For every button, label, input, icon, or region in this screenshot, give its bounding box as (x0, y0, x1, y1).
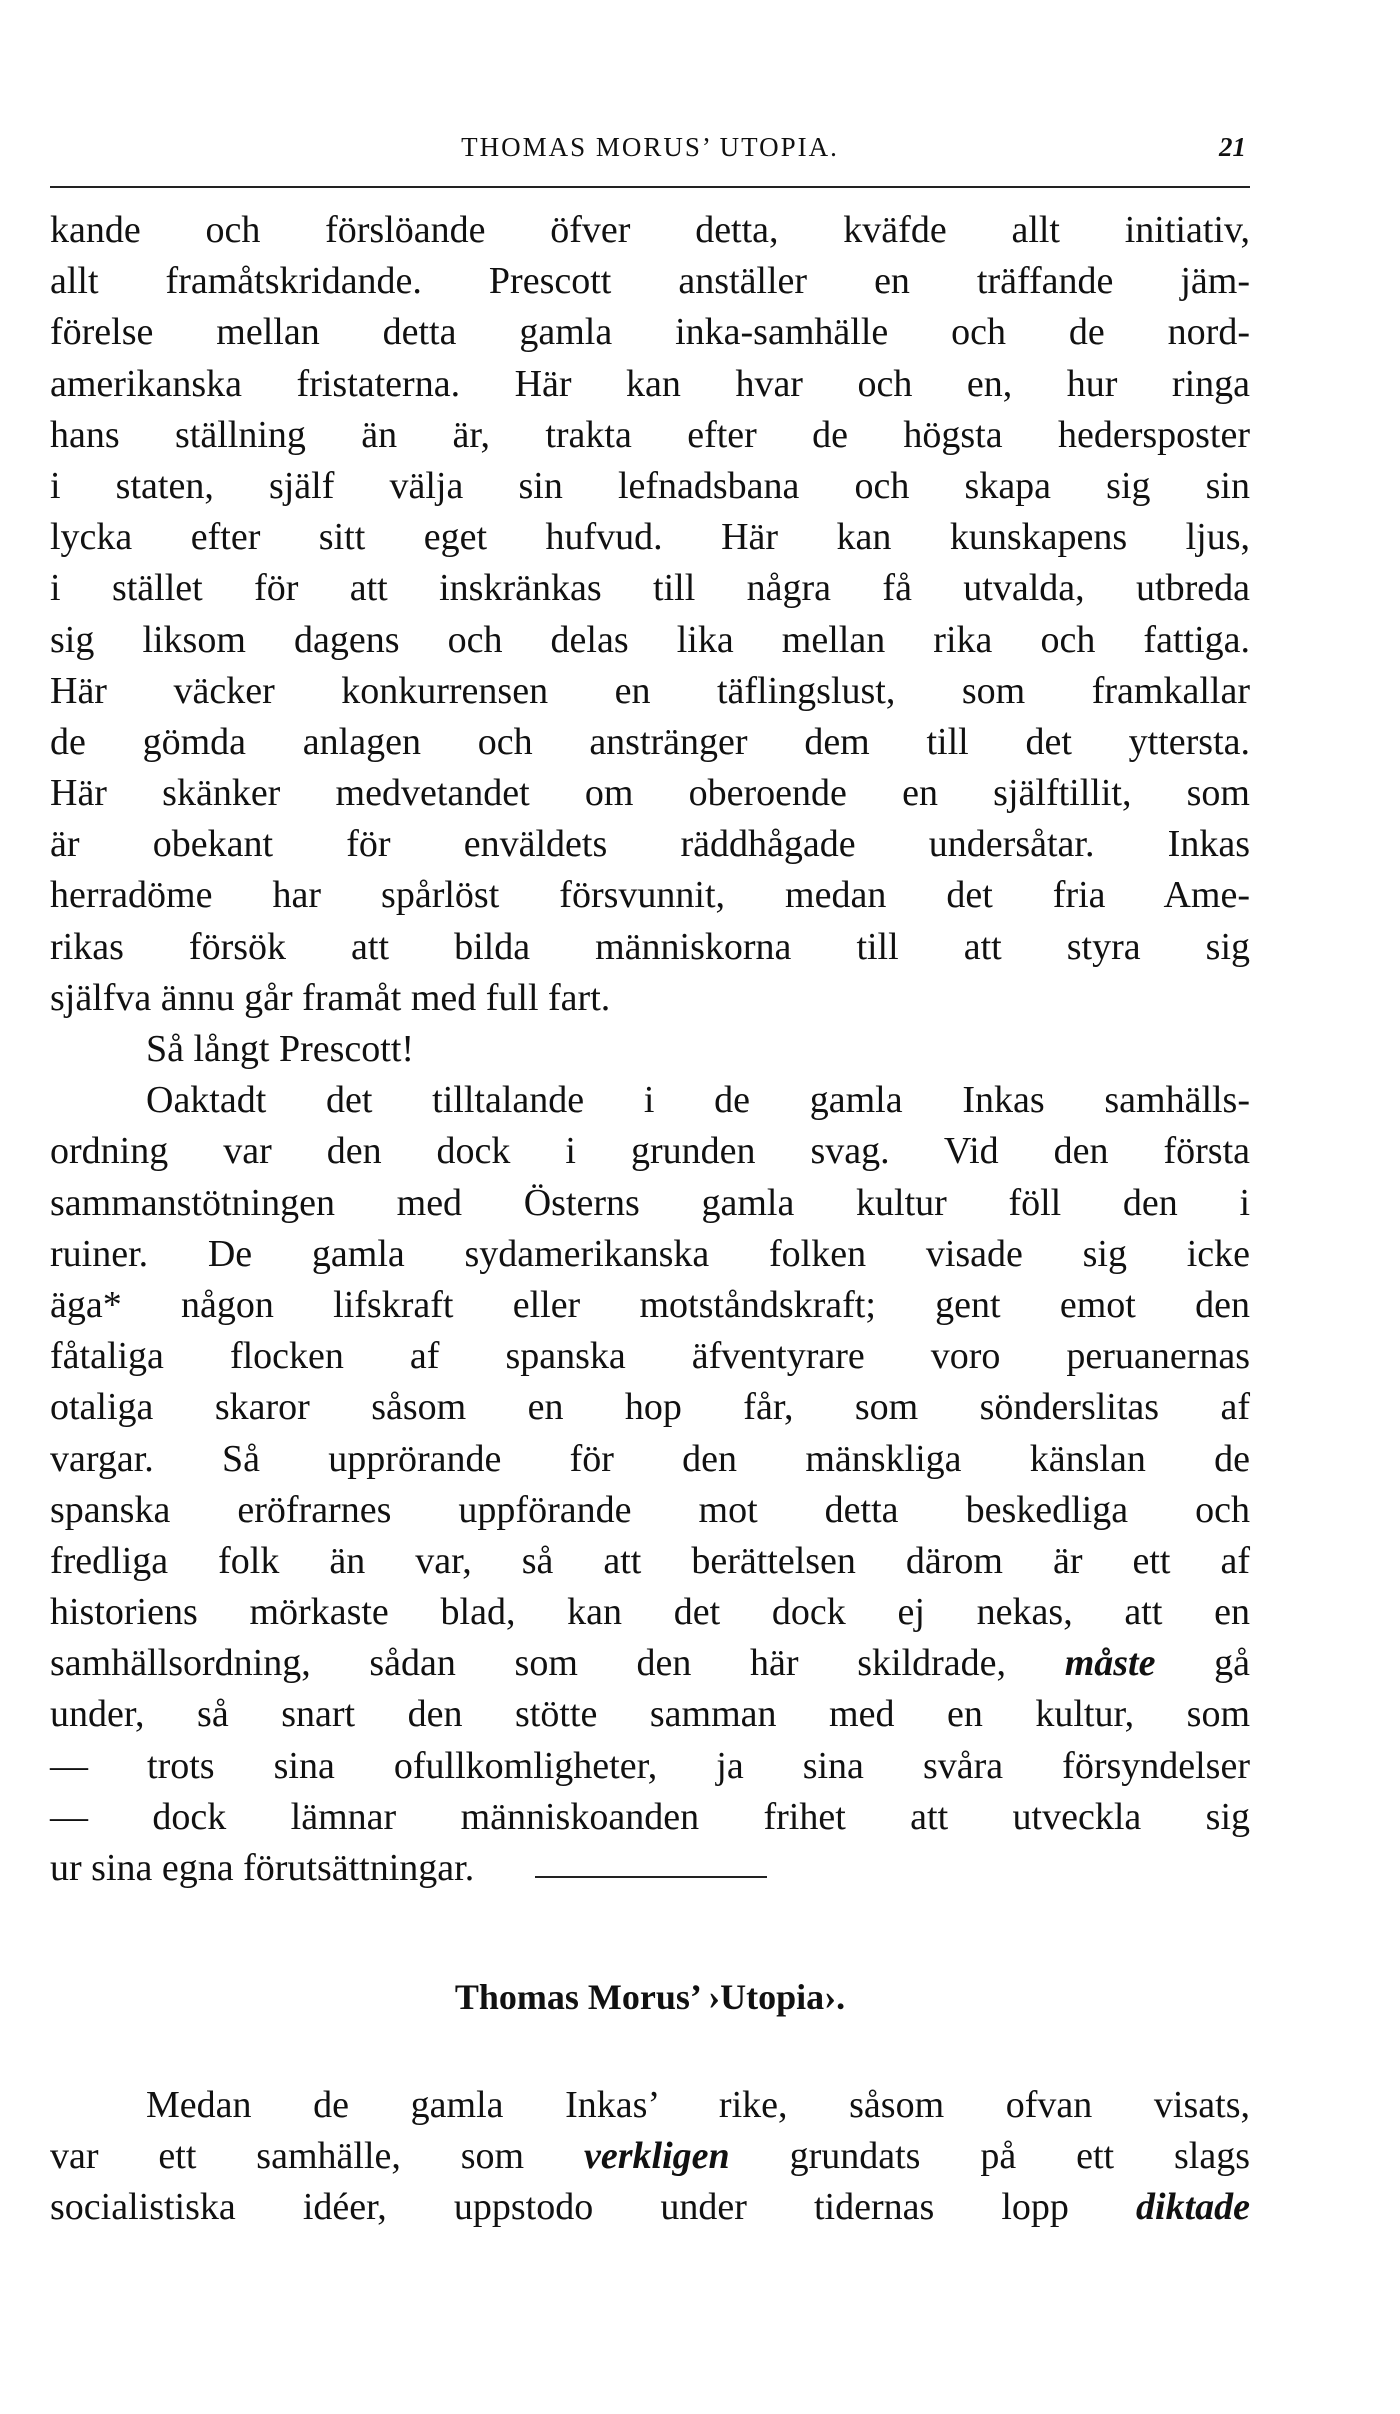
text-line: otaliga skaror såsom en hop får, som sönderslitas af (50, 1386, 1250, 1429)
short-paragraph: Så långt Prescott! (146, 1028, 415, 1070)
text-line: Oaktadt det tilltalande i de gamla Inkas samhälls- (146, 1079, 1250, 1122)
text-line: Här skänker medvetandet om oberoende en själftillit, som (50, 772, 1250, 815)
text-line: i staten, själf välja sin lefnadsbana och skapa sig sin (50, 464, 1250, 507)
book-page (50, 0, 1250, 2414)
text-line: fåtaliga flocken af spanska äfventyrare voro peruanernas (50, 1335, 1250, 1378)
text-line: herradöme har spårlöst försvunnit, medan det fria Ame- (50, 874, 1250, 917)
text-line: lycka efter sitt eget hufvud. Här kan kunskapens ljus, (50, 516, 1250, 559)
text-line: Medan de gamla Inkas’ rike, såsom ofvan visats, (146, 2084, 1250, 2126)
text-line: ordning var den dock i grunden svag. Vid den första (50, 1130, 1250, 1173)
running-title: THOMAS MORUS’ UTOPIA. (461, 132, 839, 162)
text-line: själfva ännu går framåt med full fart. (50, 976, 611, 1019)
text-line: kande och förslöande öfver detta, kväfde allt initiativ, (50, 209, 1250, 251)
text-line: äga* någon lifskraft eller motståndskraft; gent emot den (50, 1283, 1250, 1326)
text-line: historiens mörkaste blad, kan det dock ej nekas, att en (50, 1591, 1250, 1634)
text-line: — dock lämnar människoanden frihet att utveckla sig (50, 1795, 1250, 1838)
text-line: förelse mellan detta gamla inka-samhälle och de nord- (50, 311, 1250, 354)
emphasized-word: diktade (1136, 2186, 1251, 2229)
section-body-text (50, 2080, 1250, 2234)
text-line: är obekant för enväldets räddhågade undersåtar. Inkas (50, 823, 1250, 866)
text-line: sammanstötningen med Österns gamla kultur föll den i (50, 1181, 1250, 1224)
emphasized-word: verkligen (584, 2135, 730, 2178)
text-line: i stället för att inskränkas till några få utvalda, utbreda (50, 567, 1250, 610)
text-line: de gömda anlagen och anstränger dem till det yttersta. (50, 720, 1250, 763)
page-number: 21 (1219, 132, 1246, 162)
header-rule (50, 186, 1250, 188)
text-line-with-emphasis (50, 2182, 1250, 2233)
text-line: allt framåtskridande. Prescott anställer en träffande jäm- (50, 260, 1250, 303)
text-segment: var ett samhälle, som (50, 2135, 525, 2178)
text-line: ruiner. De gamla sydamerikanska folken visade sig icke (50, 1232, 1250, 1275)
text-segment: grundats på ett slags (789, 2135, 1250, 2178)
text-segment: socialistiska idéer, uppstodo under tidernas lopp (50, 2186, 1069, 2229)
text-line: spanska eröfrarnes uppförande mot detta beskedliga och (50, 1488, 1250, 1531)
text-line: hans ställning än är, trakta efter de högsta hedersposter (50, 413, 1250, 456)
text-line: sig liksom dagens och delas lika mellan rika och fattiga. (50, 618, 1250, 661)
text-segment: samhällsordning, sådan som den här skildrade, (50, 1642, 1007, 1685)
text-line: amerikanska fristaterna. Här kan hvar och en, hur ringa (50, 362, 1250, 405)
section-heading: Thomas Morus’ ›Utopia›. (454, 1977, 846, 2017)
body-text (50, 205, 1250, 1894)
text-line: fredliga folk än var, så att berättelsen därom är ett af (50, 1539, 1250, 1582)
text-line: under, så snart den stötte samman med en kultur, som (50, 1693, 1250, 1736)
text-line: Här väcker konkurrensen en täflingslust, som framkallar (50, 669, 1250, 712)
text-line: vargar. Så upprörande för den mänskliga känslan de (50, 1437, 1250, 1480)
section-divider (535, 1876, 767, 1878)
text-line: ur sina egna förutsättningar. (50, 1847, 475, 1889)
emphasized-word: måste (1064, 1642, 1156, 1685)
text-segment: gå (1214, 1642, 1250, 1685)
text-line-with-emphasis (50, 1638, 1250, 1689)
running-head (50, 132, 1250, 172)
text-line: — trots sina ofullkomligheter, ja sina svåra försyndelser (50, 1744, 1250, 1787)
text-line: rikas försök att bilda människorna till att styra sig (50, 925, 1250, 968)
text-line-with-emphasis (50, 2131, 1250, 2182)
